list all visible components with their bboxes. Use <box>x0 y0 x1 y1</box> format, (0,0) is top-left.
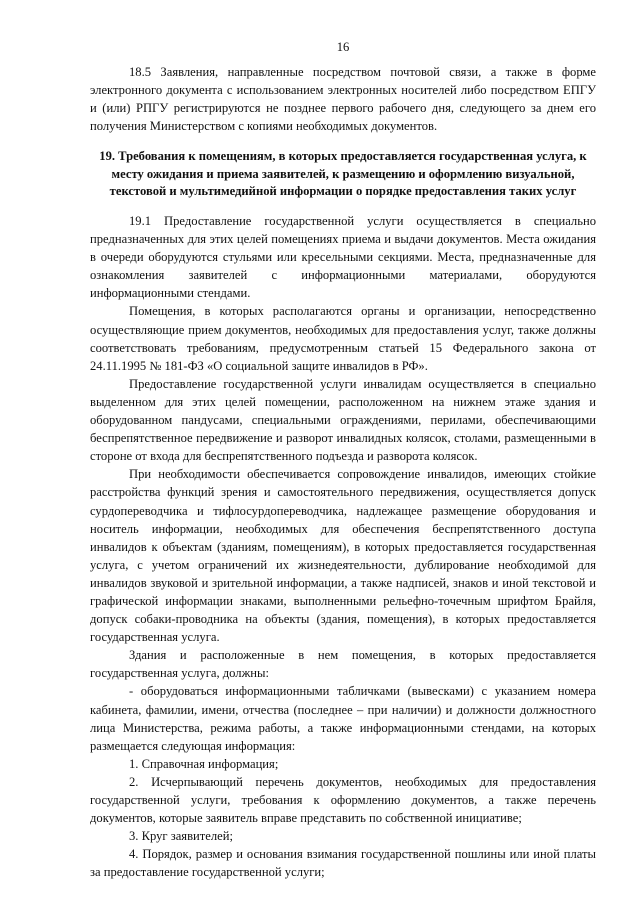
paragraph: Предоставление государственной услуги инвалидам осуществляется в специально выделенном для этих целей помещении, расположенном на нижнем этаже здания и оборудованном пандусами, специальными ограждениями, перилами, обеспечивающими беспрепятственное передвижение и разворот инвалидных колясок, столами, размещенными в стороне от входа для беспрепятственного подъезда и разворота колясок. <box>90 376 596 464</box>
paragraph: 19.1 Предоставление государственной услуги осуществляется в специально предназначенных для этих целей помещениях приема и выдачи документов. Места ожидания в очереди оборудуются стульями или кресельными секциями. Места, предназначенные для ознакомления заявителей с информационными материалами, оборудуются информационными стендами. <box>90 214 596 301</box>
paragraph: Здания и расположенные в нем помещения, в которых предоставляется государственная услуга, должны: <box>90 648 596 681</box>
page-number: 16 <box>336 40 350 54</box>
paragraph-18-5: 18.5 Заявления, направленные посредством почтовой связи, а также в форме электронного документа с использованием электронных носителей либо посредством ЕПГУ и (или) РПГУ регистрируются не позднее первого рабочего дня, следующего за днем его получения Министерством с копиями необходимых документов. <box>90 65 596 134</box>
section-19-body <box>90 212 596 881</box>
list-item: 3. Круг заявителей; <box>129 829 233 844</box>
section-19-heading: 19. Требования к помещениям, в которых предоставляется государственная услуга, к месту ожидания и приема заявителей, к размещению и оформлению визуальной, текстовой и мультимедийной информации о порядке предоставления таких услуг <box>99 149 587 199</box>
paragraph: Помещения, в которых располагаются органы и организации, непосредственно осуществляющие прием документов, необходимых для предоставления услуг, также должны соответствовать требованиям, предусмотренным статьей 15 Федерального закона от 24.11.1995 № 181-ФЗ «О социальной защите инвалидов в РФ». <box>90 304 596 373</box>
list-item: - оборудоваться информационными табличками (вывесками) с указанием номера кабинета, фамилии, имени, отчества (последнее – при наличии) и должности должностного лица Министерства, режима работы, а также информационными стендами, на которых размещается следующая информация: <box>90 684 596 753</box>
list-item: 2. Исчерпывающий перечень документов, необходимых для предоставления государственной услуги, требования к оформлению документов, а также перечень документов, которые заявитель вправе представить по собственной инициативе; <box>90 774 596 826</box>
paragraph: При необходимости обеспечивается сопровождение инвалидов, имеющих стойкие расстройства функций зрения и самостоятельного передвижения, осуществляется допуск сурдопереводчика и тифлосурдопереводчика, надлежащее размещение оборудования и носитель информации, необходимых для обеспечения беспрепятственного доступа инвалидов к объектам (зданиям, помещениям), в которых предоставляется государственная услуга, с учетом ограничений их жизнедеятельности, дублирование необходимой для инвалидов звуковой и зрительной информации, а также надписей, знаков и иной текстовой и графической информации знаками, выполненными рельефно-точечным шрифтом Брайля, допуск собаки-проводника на объекты (здания, помещения), в которых предоставляется государственная услуга. <box>90 467 596 645</box>
section-19-heading-block <box>90 148 596 201</box>
list-item: 4. Порядок, размер и основания взимания государственной пошлины или иной платы за предоставление государственной услуги; <box>90 847 596 880</box>
list-item: 1. Справочная информация; <box>129 756 279 771</box>
paragraph-block-18-5 <box>90 63 596 135</box>
